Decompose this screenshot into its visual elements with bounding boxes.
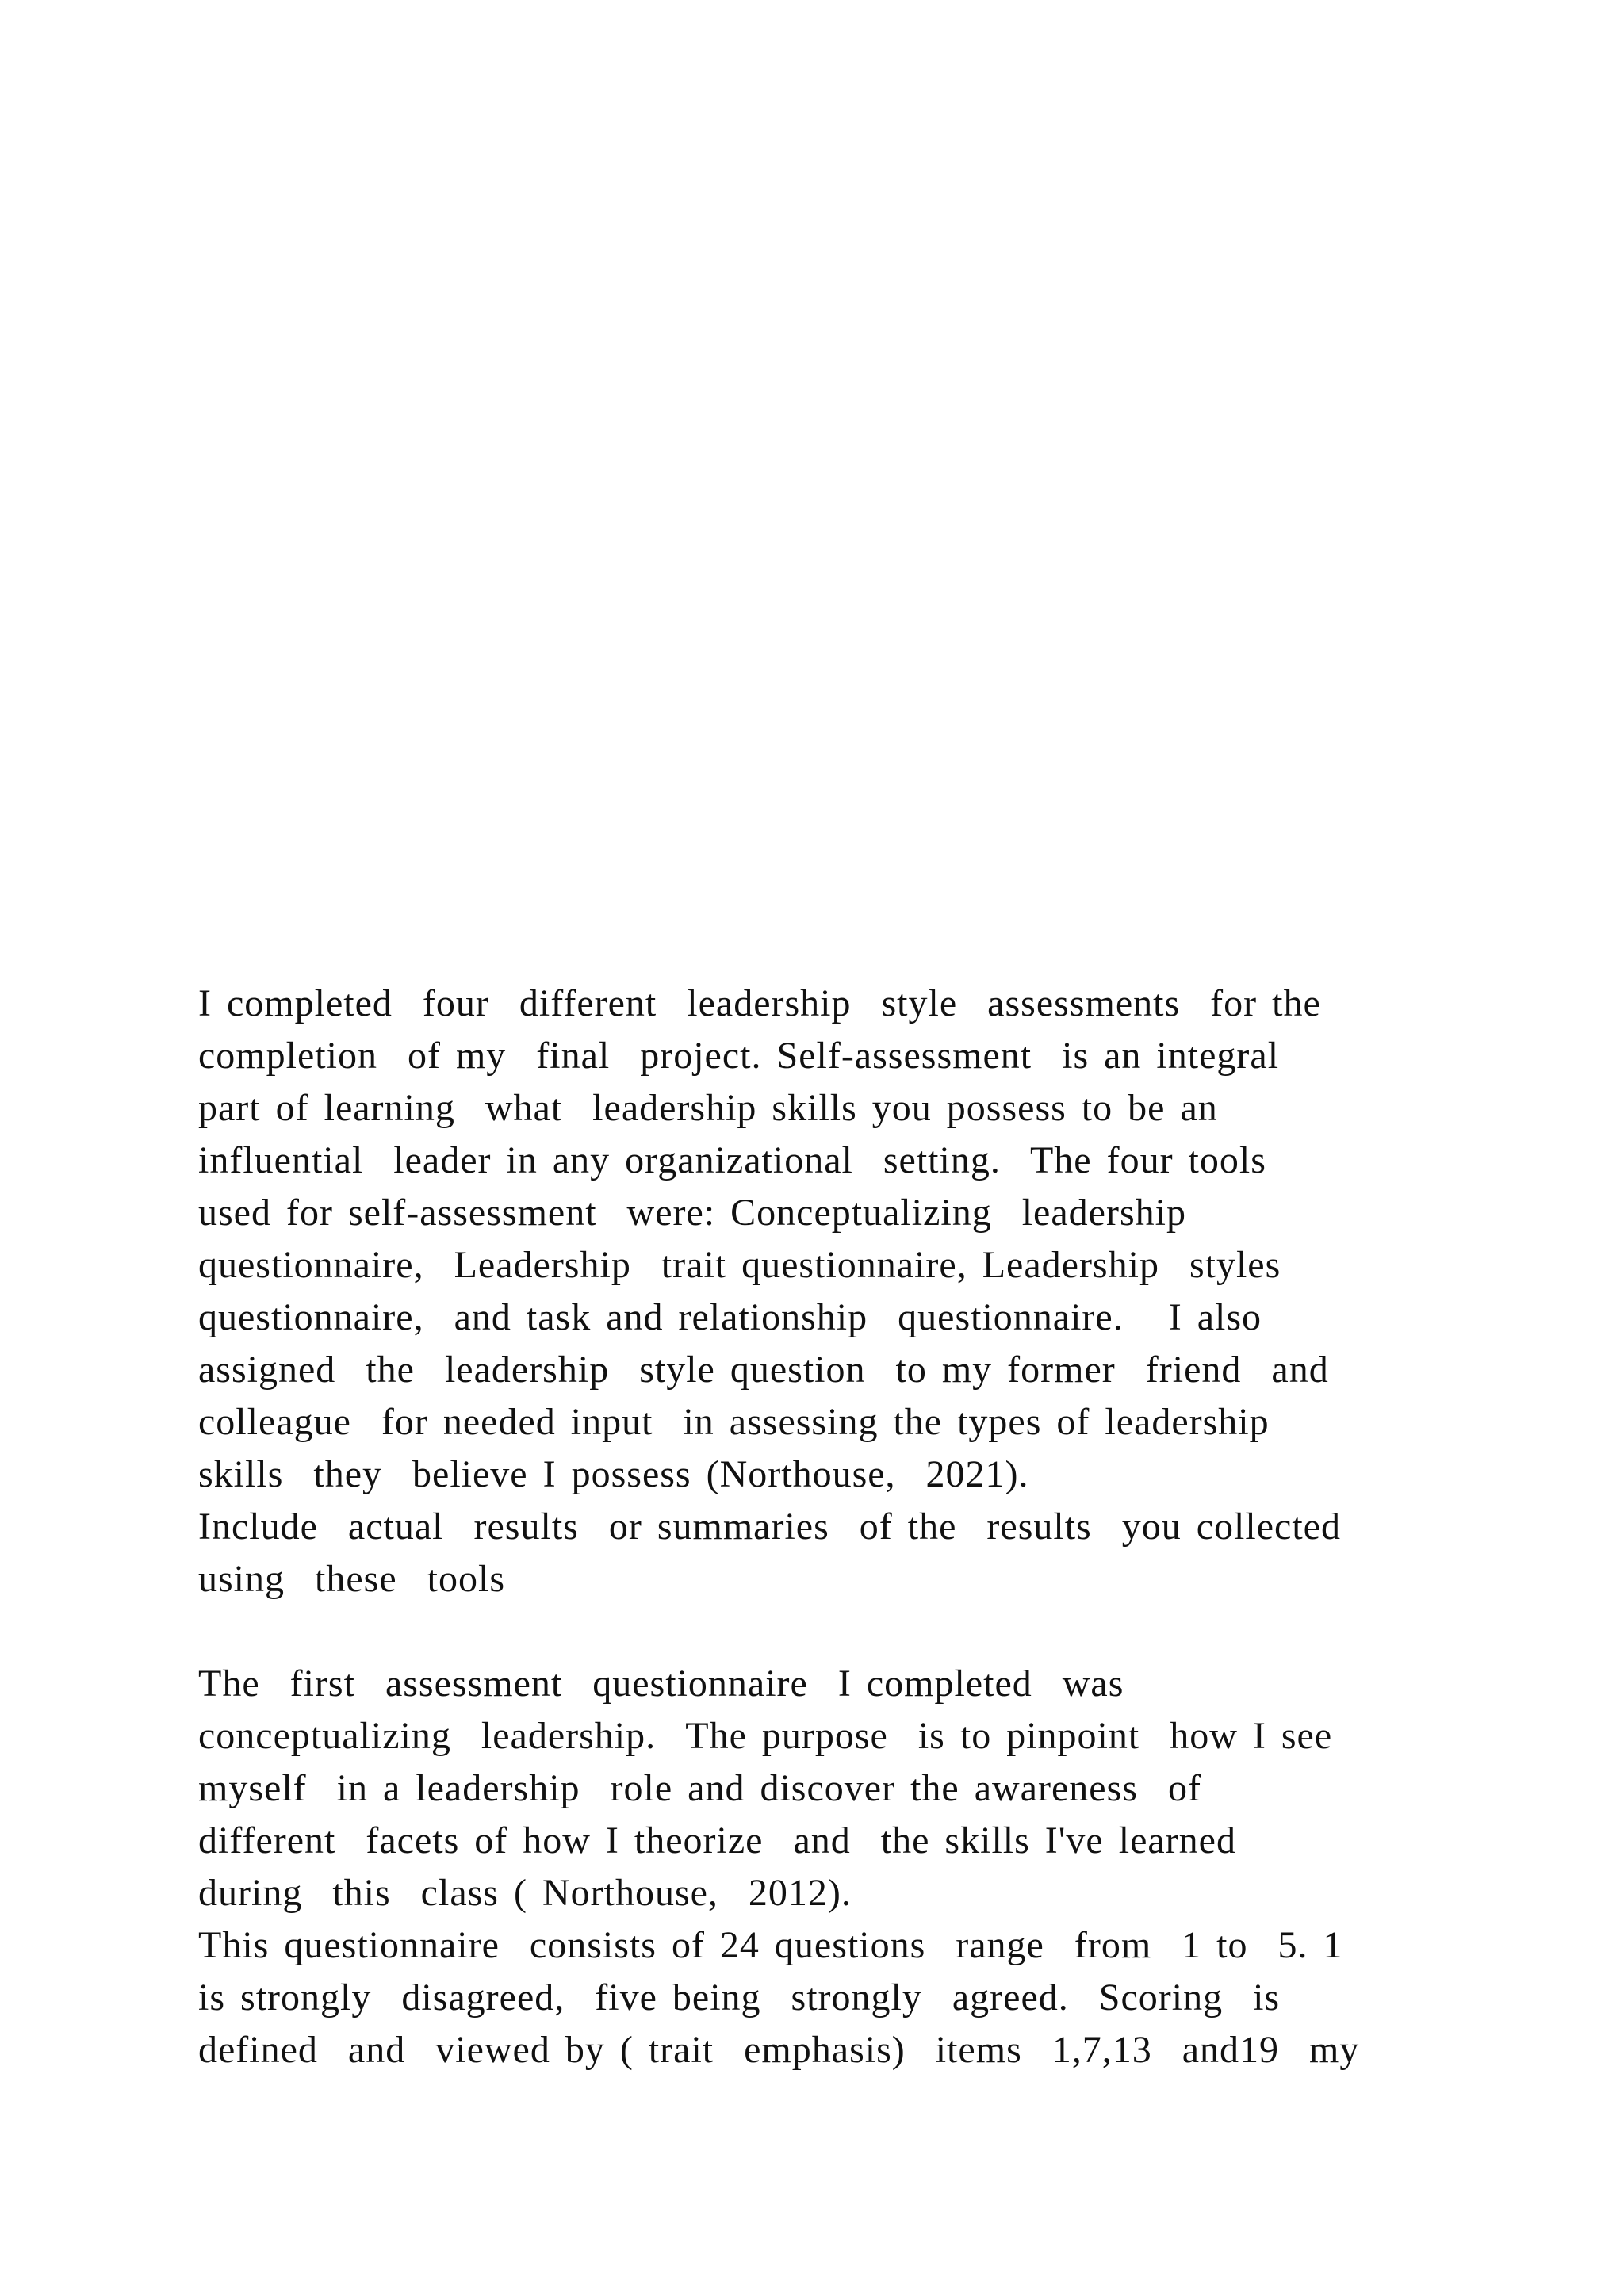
- paragraph-3-line: during this class ( Northouse, 2012).: [198, 1872, 852, 1914]
- paragraph-1-line: I completed four different leadership style assessments for the: [198, 982, 1321, 1024]
- paragraph-3-line: The first assessment questionnaire I completed was: [198, 1663, 1124, 1705]
- paragraph-3-line: different facets of how I theorize and the skills I've learned: [198, 1820, 1236, 1862]
- paragraph-1-line: used for self-assessment were: Conceptualizing leadership: [198, 1192, 1186, 1234]
- document-body: [198, 978, 1507, 2076]
- paragraph-2-line: Include actual results or summaries of the results you collected: [198, 1506, 1341, 1548]
- paragraph-4-line: This questionnaire consists of 24 questions range from 1 to 5. 1: [198, 1924, 1343, 1966]
- paragraph-1-line: questionnaire, Leadership trait questionnaire, Leadership styles: [198, 1244, 1281, 1286]
- paragraph-3-line: conceptualizing leadership. The purpose is to pinpoint how I see: [198, 1715, 1333, 1757]
- paragraph-1-line: influential leader in any organizational setting. The four tools: [198, 1139, 1266, 1181]
- paragraph-4-line: is strongly disagreed, five being strongly agreed. Scoring is: [198, 1976, 1281, 2019]
- paragraph-1-line: colleague for needed input in assessing the types of leadership: [198, 1401, 1270, 1443]
- paragraph-1-line: assigned the leadership style question to my former friend and: [198, 1349, 1329, 1391]
- paragraph-1-line: questionnaire, and task and relationship questionnaire. I also: [198, 1296, 1262, 1338]
- paragraph-spacer: [198, 1605, 1507, 1658]
- paragraph-3-line: myself in a leadership role and discover the awareness of: [198, 1767, 1201, 1809]
- paragraph-2-line: using these tools: [198, 1558, 505, 1600]
- paragraph-1-line: skills they believe I possess (Northouse, 2021).: [198, 1453, 1029, 1495]
- paragraph-4-line: defined and viewed by ( trait emphasis) items 1,7,13 and19 my: [198, 2029, 1360, 2071]
- paragraph-1-line: part of learning what leadership skills you possess to be an: [198, 1087, 1218, 1129]
- paragraph-1-line: completion of my final project. Self-assessment is an integral: [198, 1035, 1280, 1077]
